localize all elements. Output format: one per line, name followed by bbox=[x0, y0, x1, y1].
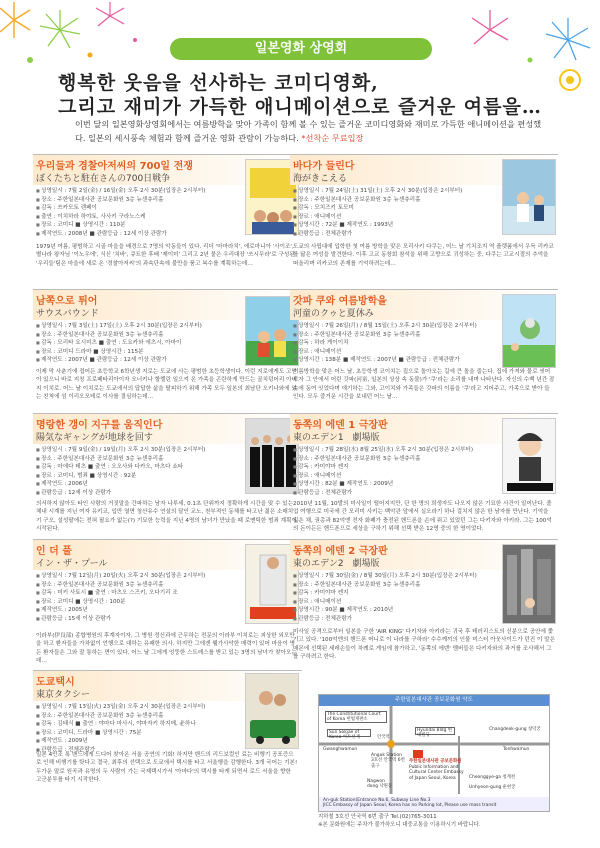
map-label-tonhwamun: Tonhwamun bbox=[503, 747, 530, 752]
map-note-line-1: 지하철 3호선 안국역 6번 출구 Tel.(02)765-3011 bbox=[318, 814, 437, 820]
map-label-gallery: Sun Sokjae of Korea 아트선재 bbox=[329, 730, 360, 741]
film-info bbox=[293, 187, 493, 239]
film-synopsis: 이라부(伊良部) 종합병원의 후계자이자, 그 병원 정신과에 근무하는 전문의 이라부 이치로는 괴상한 외모만을 하고 환자들을 가차없이 언행으로 대하는 유쾌한 의사. 하지만 그에겐 웰가사악한 매력이 있어 마음이 병든 환자들은 그와 잘 통하는 면이 있다. 어느 날 그에게 엉뚱한 스트레스를 받고 있는 3명의 남녀가 찾아오는데… bbox=[36, 633, 297, 664]
film-title-ja: 河童のクゥと夏休み bbox=[293, 309, 374, 319]
film-title-ko: 우리들과 경찰아저씨의 700일 전쟁 bbox=[36, 161, 193, 172]
info-line: ■ 장르 : 코미디, 드라마 ■ 상영시간 : 75분 bbox=[36, 729, 236, 738]
info-line: ■ 장르 : 애니메이션 bbox=[293, 598, 493, 607]
info-line: ■ 상영일시 : 7월 28일(水) 8월 25일(水) 오후 2시 30분(입장은 2시부터) bbox=[293, 446, 493, 455]
film-title-ja: イン・ザ・プール bbox=[36, 559, 108, 569]
info-line: ■ 장소 : 주한일본대사관 공보문화원 3층 뉴센츄리홀 bbox=[36, 581, 236, 590]
film-card-5 bbox=[33, 670, 302, 820]
map-note bbox=[318, 814, 480, 829]
info-line: ■ 감독 : 카미야마 켄지 bbox=[293, 463, 493, 472]
map-label-unhyeon: Unhyeon-gung 운현궁 bbox=[469, 785, 516, 790]
film-poster bbox=[502, 544, 556, 624]
film-synopsis: 의서하지 않아도 타인 사람의 거짓말을 간파하는 남자 나루세, 0.1초 단위까지 정확하게 시간을 맞 수 있는 체내 시계를 지닌 여자 유키코, 입만 열면 청산유수 연설의 달인 교노, 천부적인 동체를 타고난 젊은 소매치기 구오, 설성팔에는 전혀 필요가 없는(?) 기묘한 능력을 지닌 4명의 남녀가 만났을 때 로맨틱한 범죄 계획이 시작된다. bbox=[36, 501, 297, 532]
info-line: ■ 장소 : 주한일본대사관 공보문화원 3층 뉴센츄리홀 bbox=[293, 581, 493, 590]
map-label-nagwon: Nagwon dong 낙원동 bbox=[367, 779, 393, 790]
location-map bbox=[318, 694, 550, 812]
info-line: ■ 감독 : 모치즈키 토모미 bbox=[293, 204, 493, 213]
film-synopsis: 여름방학을 맞은 어느 날, 초등학생 코이치는 집으로 돌아오는 길에 큰 돌을 줍는다. 집에 가져와 물로 씻어보자 그 안에서 어린 갓파(河童, 일본의 상상 속 동물)가 '쿠'라는 소리를 내며 나타난다. 자신의 수백 년간 잠 속에 동여 잇었다며 얘기하는 그와, 고이치와 가족들은 갓파의 이름을 '쿠'라고 지어주고, 가족으로 받아 들인다. 모두 즐거운 시간을 보내던 어느 날… bbox=[293, 369, 555, 400]
info-line: ■ 관람등급 : 전체관람가 bbox=[293, 615, 493, 624]
film-card-7 bbox=[290, 289, 558, 412]
map-label-court: The Constitutional Court of Korea 헌법재판소 bbox=[327, 712, 381, 723]
info-line: ■ 상영시간 : 90분 ■ 제작연도 : 2010년 bbox=[293, 606, 493, 615]
info-line: ■ 상영일시 : 7월 12일(月) 20일(火) 오후 2시 30분(입장은 2시부터) bbox=[36, 572, 236, 581]
info-line: ■ 상영일시 : 7월 3일(土) 17일(土) 오후 2시 30분(입장은 2시부터) bbox=[36, 322, 236, 331]
film-title-ko: 명랑한 갱이 지구를 움직인다 bbox=[36, 420, 163, 431]
info-line: ■ 장소 : 주한일본대사관 공보문화원 3층 뉴센츄리홀 bbox=[293, 331, 493, 340]
info-line: ■ 장르 : 애니메이션 bbox=[293, 348, 493, 357]
map-title: 주한일본대사관 공보문화원 약도 bbox=[319, 695, 549, 706]
film-title-ja: 海がきこえる bbox=[293, 174, 348, 184]
info-line: ■ 감독 : 미키 사토시 ■ 출연 : 마츠오 스즈키, 오다기리 조 bbox=[36, 589, 236, 598]
film-title-ja: 東京タクシー bbox=[36, 690, 91, 700]
info-line: ■ 장소 : 주한일본대사관 공보문화원 3층 뉴센츄리홀 bbox=[293, 196, 493, 205]
info-line: ■ 관람등급 : 15세 이상 관람가 bbox=[36, 615, 236, 624]
film-card-8 bbox=[290, 413, 558, 538]
film-info bbox=[293, 446, 493, 498]
info-line: ■ 상영일시 : 7월 24일(土) 31일(土) 오후 2시 30분(입장은 2시부터) bbox=[293, 187, 493, 196]
info-line: ■ 제작연도 : 2005년 bbox=[36, 606, 236, 615]
intro-line-2: 일본의 세시풍속 체험과 함께 즐거운 영화 관람이 가능하다. bbox=[88, 133, 299, 143]
info-line: ■ 감독 : 모리타 요시미츠 ■ 출연 : 도요카와 에츠시, 아마이 bbox=[36, 339, 236, 348]
film-poster bbox=[502, 159, 556, 235]
film-card-2 bbox=[33, 289, 302, 412]
info-line: ■ 제작연도 : 2009년 bbox=[36, 737, 236, 746]
info-line: ■ 상영일시 : 7월 30일(金) / 8월 30일(月) 오후 2시 30분(입장은 2시부터) bbox=[293, 572, 493, 581]
info-line: ■ 출연 : 이치하라 하야토, 사사키 구라노스케 bbox=[36, 213, 236, 222]
map-label-exit: Anguk Station 3호선 안국역 6번출구 bbox=[371, 753, 405, 769]
intro-text bbox=[75, 117, 545, 145]
film-title-ko: 갓파 쿠와 여름방학을 bbox=[293, 296, 387, 307]
film-synopsis: 2010년 11월, 10발의 미사일이 떨어지지만, 단 한 명의 희생자도 나오지 않은 기묘한 사건이 일어난다. 졸업 여행으로 미국에 간 모리미 사키는 백악관 앞에서 실오라기 하나 걸치지 않은 한 남자를 만난다. 기억을 잃은 채, 권총과 82억엔 전자 화폐가 충전된 핸드폰을 손에 쥐고 있었던 그는 다키자와 아키라. 그는 100억의 돈이든든 핸드폰으로 세상을 구하기 위해 선택 받은 12명 중의 한 명이었다. bbox=[293, 501, 552, 532]
film-poster bbox=[502, 418, 556, 494]
film-synopsis: 이제 막 사춘기에 접어든 초등학교 6학년생 지로는 도쿄에 사는 평범한 초등학생이다. 이런 지로에게도 고민이 있으니 바로 지칭 프로페타리아이자 오너키나 할렐린 일으켜 온 가족을 곤란하게 만드는 골치덩어리 아버지 이치로. 어느 날 이치로는 도쿄에서의 답답한 삶을 탈피하기 위해 가족 모두 일본의 최남단 오키나와에 있는 친척에 섬 이리오모테로 이사를 결심하는데… bbox=[36, 369, 297, 400]
film-title-ja: 東のエデン1 劇場版 bbox=[293, 433, 380, 443]
film-synopsis: 일본 4인조 록 밴드에게 드디어 찾아온 서울 공연의 기회! 하지만 밴드의 리드보컬인 료는 비행기 공포증으로 인해 비행기를 탓다고 결국, 최후의 선택으로 도쿄에서 택시를 타고 서울행을 감행한다. 3개 국어는 기본! 두가운 말로 원곡과 유명의 두 사람이 가는 국제택시가서 '아마다'의 택시를 타게 되면서 로드 서울을 향한 고군분투를 타기 시작한다. bbox=[36, 752, 298, 783]
info-line: ■ 상영일시 : 7월 2일(金) / 16일(金) 오후 2시 30분(입장은 2시부터) bbox=[36, 187, 236, 196]
info-line: ■ 장르 : 애니메이션 bbox=[293, 213, 493, 222]
info-line: ■ 장소 : 주한일본대사관 공보문화원 3층 뉴센츄리홀 bbox=[36, 712, 236, 721]
info-line: ■ 상영시간 : 72분 ■ 제작연도 : 1993년 bbox=[293, 221, 493, 230]
info-line: ■ 감독 : 마에다 테츠 ■ 출연 : 오오사와 다카오, 마츠다 쇼타 bbox=[36, 463, 236, 472]
info-line: ■ 장소 : 주한일본대사관 공보문화원 3층 뉴센츄리홀 bbox=[293, 455, 493, 464]
info-line: ■ 상영일시 : 7월 9일(金) / 19일(月) 오후 2시 30분(입장은 2시부터) bbox=[36, 446, 236, 455]
film-info bbox=[36, 322, 236, 365]
film-title-ko: 동쪽의 에덴 2 극장판 bbox=[293, 546, 388, 557]
film-synopsis: 1979년 여름, 평범하고 시골 마을을 배경으로 7명의 악동들이 있다. 리더 '마마라치', 에로마니아 '사이조', 별나라 왕자님 '이노우에', 식신 '치바', 큐트한 후배 '제이미' 그리고 2년 물은 우리대장 '쓰시무라'로 구성된 '우리들'팀은 마을에 새로 온 '경찰아저씨'의 과속단속에 불만을 품고 복수를 계획하는데… bbox=[36, 244, 295, 267]
film-title-ko: 바다가 들린다 bbox=[293, 161, 355, 172]
film-title-ko: 남쪽으로 튀어 bbox=[36, 296, 98, 307]
info-line: ■ 상영일시 : 7월 26일(月) / 8월 15일(土) 오후 2시 30분(입장은 2시부터) bbox=[293, 322, 493, 331]
info-line: ■ 감독 : 쓰카모토 렌페이 bbox=[36, 204, 236, 213]
info-line: ■ 장르 : 코미디 ■ 상영시간 : 100분 bbox=[36, 598, 236, 607]
film-info bbox=[36, 446, 236, 498]
info-line: ■ 장소 : 주한일본대사관 공보문화원 3층 뉴센츄리홀 bbox=[36, 196, 236, 205]
film-info bbox=[36, 572, 236, 624]
headline-line-2: 그리고 재미가 가득한 애니메이션으로 즐거운 여름을… bbox=[58, 96, 542, 118]
info-line: ■ 감독 : 김태식 ■ 출연 : 야마다 마사시, 야마자키 하지메, 윤하나 bbox=[36, 720, 236, 729]
info-line: ■ 제작연도 : 2008년 ■ 관람등급 : 12세 이상 관람가 bbox=[36, 230, 236, 239]
info-line: ■ 장소 : 주한일본대사관 공보문화원 3층 뉴센츄리홀 bbox=[36, 455, 236, 464]
film-title-ja: 東のエデン2 劇場版 bbox=[293, 559, 380, 569]
info-line: ■ 관람등급 : 전체관람가 bbox=[36, 746, 236, 755]
film-title-ko: 도쿄택시 bbox=[36, 677, 75, 688]
info-line: ■ 감독 : 카미야마 켄지 bbox=[293, 589, 493, 598]
film-synopsis: 도쿄의 사립대에 입학한 첫 여름 방학을 맞은 모리사키 다쿠는, 어느 날 기치조지 역 플랫폼에서 우득 리카코를 닮은 여성을 발견한다. 이후 고교 동창회 참석을 위해 고향으로 귀성하는 중, 다쿠는 고교시절의 추억을 떠올리며 리카코의 존재를 기억하려는데… bbox=[293, 244, 554, 267]
film-card-3 bbox=[33, 413, 302, 538]
film-info bbox=[293, 572, 493, 624]
info-line: ■ 상영일시 : 7월 13일(火) 23일(金) 오후 2시 30분(입장은 2시부터) bbox=[36, 703, 236, 712]
film-info bbox=[36, 703, 236, 755]
map-note-line-2: ※본 문화원에는 주차가 불가하오니 대중교통을 이용하시기 바랍니다. bbox=[318, 821, 481, 828]
film-info bbox=[293, 322, 493, 365]
map-label-jicc-en: Public Information and Cultural Center Embassy of Japan Seoul, Korea bbox=[409, 765, 464, 781]
free-admission-note: *선착순 무료입장 bbox=[301, 133, 364, 143]
film-title-ko: 인 더 풀 bbox=[36, 546, 72, 557]
film-card-4 bbox=[33, 539, 302, 669]
info-line: ■ 상영시간 : 82분 ■ 제작연도 : 2009년 bbox=[293, 480, 493, 489]
map-label-gwanghwamun: Gwanghwamun bbox=[323, 747, 358, 752]
info-line: ■ 장르 : 코미디 ■ 상영시간 : 110분 bbox=[36, 221, 236, 230]
map-label-jicc: 주한일본대사관 공보문화원 bbox=[409, 759, 462, 764]
info-line: ■ 관람등급 : 전체관람가 bbox=[293, 489, 493, 498]
film-poster bbox=[502, 294, 556, 368]
film-card-1 bbox=[33, 154, 302, 287]
film-info bbox=[36, 187, 236, 239]
info-line: ■ 장소 : 주한일본대사관 공보문화원 3층 뉴센츄리홀 bbox=[36, 331, 236, 340]
map-footer-2: JICC Embassy of Japan Seoul, Korea has no Parking lot, Please use mass transit bbox=[323, 803, 497, 809]
info-line: ■ 장르 : 애니메이션 bbox=[293, 472, 493, 481]
info-line: ■ 상영시간 : 138분 ■ 제작연도 : 2007년 ■ 관람등급 : 전체관람가 bbox=[293, 356, 493, 365]
film-card-6 bbox=[290, 154, 558, 287]
map-label-hyundai: Hyundai Bldg 현대빌딩 bbox=[417, 728, 453, 739]
map-label-cheonggye: Cheonggye-ga 청계천 bbox=[469, 775, 516, 780]
film-title-ja: ぼくたちと駐在さんの700日戦争 bbox=[36, 174, 171, 184]
film-title-ja: サウスバウンド bbox=[36, 309, 99, 319]
info-line: ■ 관람등급 : 전체관람가 bbox=[293, 230, 493, 239]
info-line: ■ 제작연도 : 2007년 ■ 관람등급 : 12세 이상 관람가 bbox=[36, 356, 236, 365]
info-line: ■ 장르 : 코미디, 범죄 ■ 상영시간 : 92분 bbox=[36, 472, 236, 481]
info-line: ■ 장르 : 코미디 드라마 ■ 상영시간 : 115분 bbox=[36, 348, 236, 357]
info-line: ■ 관람등급 : 12세 이상 관람가 bbox=[36, 489, 236, 498]
film-title-ko: 동쪽의 에덴 1 극장판 bbox=[293, 420, 388, 431]
map-label-anguk: 안국역 bbox=[377, 735, 390, 740]
info-line: ■ 감독 : 하라 게이이치 bbox=[293, 339, 493, 348]
info-line: ■ 제작연도 : 2006년 bbox=[36, 480, 236, 489]
film-card-9 bbox=[290, 539, 558, 691]
map-label-changdeok: Changdeok-gung 창덕궁 bbox=[489, 727, 541, 732]
map-footer-1: An-guk Station(Entrance No.6, Subway Line No.3 bbox=[323, 798, 431, 803]
page-title: 일본영화 상영회 bbox=[170, 38, 432, 60]
intro-line-1: 이번 달의 일본영화상영회에서는 여름방학을 맞아 가족이 함께 볼 수 있는 즐거운 코미디영화와 재미로 가득한 애니메이션을 편성했다. bbox=[75, 119, 542, 143]
headline-line-1: 행복한 웃음을 선사하는 코미디영화, bbox=[58, 72, 379, 94]
film-synopsis: 미사일 공격으로부터 일본을 구한 'AIR KING' 다키자와 아키라는 귀국 후 테러리스트의 신분으로 공안에 쫓기고 있다. '100억엔의 핸드폰 머니로 이 나라를 구하라' 수수께끼의 인물 미스터 아웃사이드가 던진 이 말은 매몬에 선택된 세레손들이 차례로 게임에 참가하고, '동쪽의 에덴' 멤버들은 다키자와의 과거를 조사해서 그를 구하려고 한다. bbox=[293, 629, 555, 660]
film-title-ja: 陽気なギャングが地球を回す bbox=[36, 433, 153, 443]
